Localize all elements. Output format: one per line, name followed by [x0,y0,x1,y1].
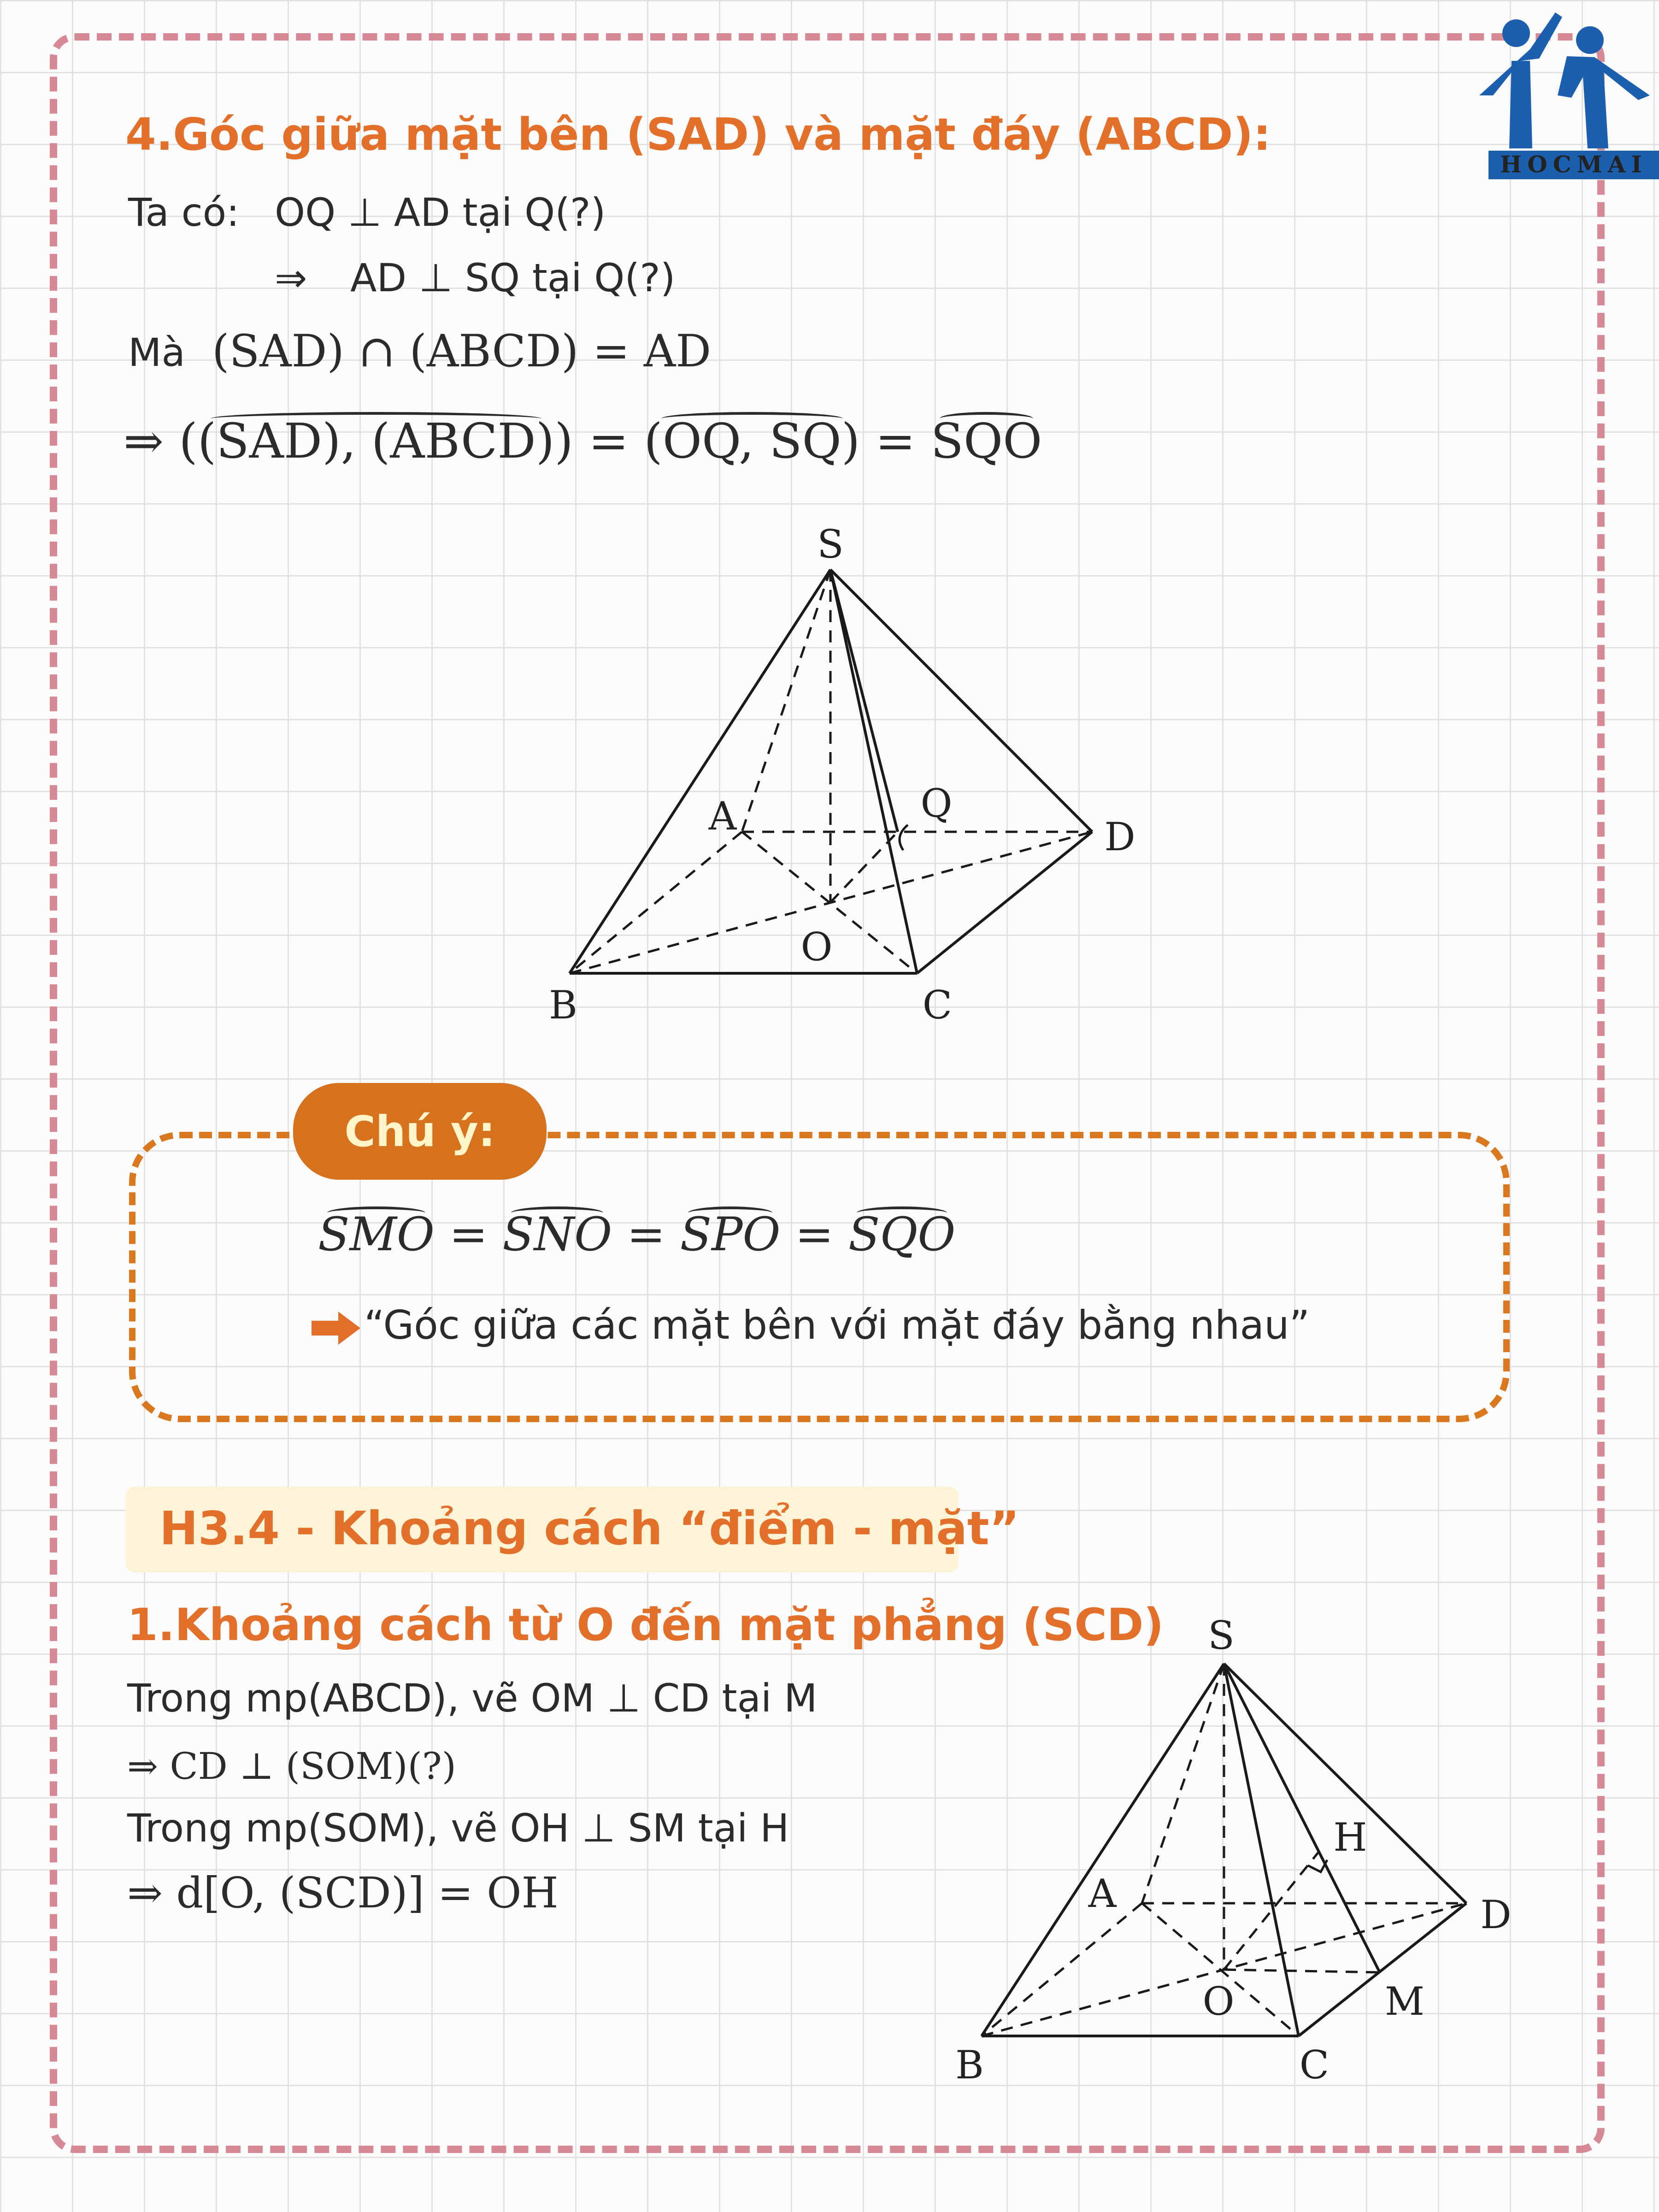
angle-lines: (OQ, SQ) [644,413,860,469]
edge2-ab [982,1903,1142,2036]
h34-line-4: ⇒ d[O, (SCD)] = OH [127,1868,559,1918]
line-oq-perp-ad: OQ ⊥ AD tại Q(?) [275,190,606,235]
segment-om [1224,1970,1380,1972]
label-q: Q [920,781,953,826]
edge2-cd [1299,1903,1466,2036]
label2-o: O [1202,1979,1235,2024]
label2-m: M [1384,1979,1425,2024]
label-c: C [922,982,953,1028]
eq-sign-1: = [588,413,629,469]
label-s: S [817,522,844,567]
edge2-sa [1142,1664,1224,1903]
subheading-distance-o-scd: 1.Khoảng cách từ O đến mặt phẳng (SCD) [127,1599,1164,1651]
angle-sno: SNO [502,1207,612,1261]
formula-arrow: ⇒ [124,413,164,469]
logo-text: HOCMAI [1500,151,1648,178]
h34-line-2: ⇒ CD ⊥ (SOM)(?) [127,1745,456,1788]
segment-oh [1224,1852,1319,1970]
label-o: O [800,924,833,970]
label2-a: A [1088,1871,1117,1916]
angle-planes: ((SAD), (ABCD)) [179,413,573,469]
angle-sqo-note: SQO [848,1207,956,1261]
label2-s: S [1208,1613,1235,1658]
note-eq-1: = [449,1207,488,1261]
section-4-heading: 4.Góc giữa mặt bên (SAD) và mặt đáy (ABCD): [125,109,1271,160]
label2-d: D [1480,1892,1512,1937]
eq-sign-2: = [875,413,916,469]
h34-line-1: Trong mp(ABCD), vẽ OM ⊥ CD tại M [127,1676,818,1721]
label2-b: B [955,2042,984,2088]
implies-arrow: ⇒ [275,255,307,300]
angle-sqo: SQO [930,413,1042,469]
label2-h: H [1333,1815,1367,1860]
label2-c: C [1299,2042,1330,2088]
note-eq-2: = [627,1207,665,1261]
angle-spo: SPO [680,1207,781,1261]
line-ad-perp-sq: AD ⊥ SQ tại Q(?) [350,255,676,300]
h34-line-3: Trong mp(SOM), vẽ OH ⊥ SM tại H [127,1806,789,1851]
note-text: “Góc giữa các mặt bên với mặt đáy bằng nhau” [364,1302,1310,1348]
label-d: D [1104,814,1135,859]
section-h34-title: H3.4 - Khoảng cách “điểm - mặt” [159,1501,1020,1555]
note-title: Chú ý: [344,1106,495,1156]
edge2-sd [1224,1664,1466,1903]
line-ta-co-label: Ta có: [128,190,240,235]
label-a: A [708,794,737,839]
edge2-sc [1224,1664,1299,2036]
angle-smo: SMO [318,1207,435,1261]
line-ma-label: Mà [128,330,185,375]
label-b: B [549,982,577,1028]
intersection-formula: (SAD) ∩ (ABCD) = AD [212,325,712,377]
note-eq-3: = [795,1207,834,1261]
